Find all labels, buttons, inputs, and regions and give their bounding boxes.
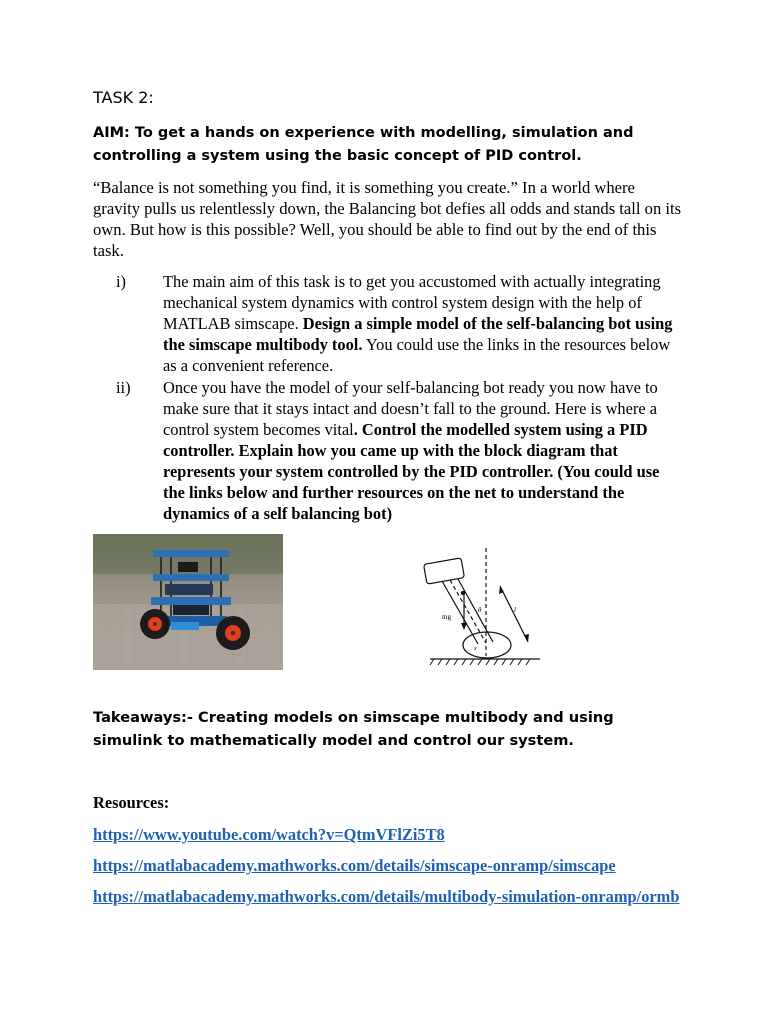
- inverted-pendulum-diagram: [420, 546, 545, 668]
- robot-top-shelf: [153, 550, 229, 557]
- resources-title: Resources:: [93, 793, 170, 812]
- list-number: ii): [116, 378, 131, 397]
- length-label: l: [514, 606, 516, 614]
- x-label: x: [474, 646, 477, 652]
- aim-statement: AIM: To get a hands on experience with modelling, simulation and controlling a system using the basic concept of PID control.: [93, 125, 634, 164]
- resource-link-youtube[interactable]: https://www.youtube.com/watch?v=QtmVFlZi5T8: [93, 825, 445, 844]
- list-item-text-after: You could use the links in the resources below as a convenient reference.: [163, 335, 671, 375]
- intro-paragraph: “Balance is not something you find, it is something you create.” In a world where gravity pulls us relentlessly down, the Balancing bot defies all odds and stands tall on its own. But how is this possible? Well, you should be able to find out by the end of this task.: [93, 178, 682, 260]
- list-item-text: The main aim of this task is to get you accustomed with actually integrating mechanical system dynamics with control system design with the help of MATLAB simscape.: [163, 272, 661, 333]
- takeaways: Takeaways:- Creating models on simscape multibody and using simulink to mathematically model and control our system.: [93, 709, 614, 749]
- list-number: i): [116, 272, 127, 291]
- list-item-body: [163, 377, 683, 524]
- theta-label: θ: [478, 606, 482, 614]
- resource-link-simscape-onramp[interactable]: https://matlabacademy.mathworks.com/details/simscape-onramp/simscape: [93, 856, 616, 875]
- list-item-bold-text: Design a simple model of the self-balancing bot using the simscape multibody tool.: [163, 314, 673, 354]
- balancing-bot-photo: [93, 534, 283, 670]
- task-title: TASK 2:: [93, 88, 154, 107]
- mg-label: mg: [442, 613, 451, 621]
- list-item-bold-text: . Control the modelled system using a PID controller. Explain how you came up with the block diagram that represents your system controlled by the PID controller. (You could use the links below and further resources on the net to understand the dynamics of a self balancing bot): [163, 420, 660, 523]
- list-item-body: [163, 271, 683, 376]
- resource-link-multibody-onramp[interactable]: https://matlabacademy.mathworks.com/details/multibody-simulation-onramp/ormb: [93, 887, 680, 906]
- list-item-text: Once you have the model of your self-balancing bot ready you now have to make sure that it stays intact and doesn’t fall to the ground. Here is where a control system becomes vital: [163, 378, 658, 439]
